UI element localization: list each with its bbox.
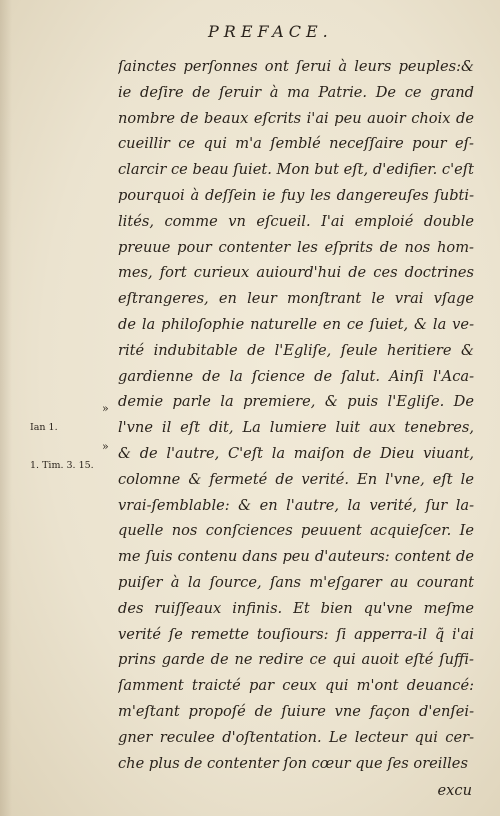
text-line: preuue pour contenter les eſprits de nos hom- [118,238,474,256]
page-edge-shadow [0,0,12,816]
text-line: demie parle la premiere, & puis l'Egliſe. De [118,393,474,411]
text-line: rité indubitable de l'Egliſe, ſeule heritiere & [118,341,474,359]
margin-reference-timothy: 1. Tim. 3. 15. [30,460,94,471]
text-line: cueillir ce qui m'a ſemblé neceſſaire pour eſ- [118,135,474,153]
quotation-mark: » [102,440,109,453]
quotation-mark: » [102,402,109,415]
text-line: m'eſtant propoſé de ſuiure vne façon d'enſei- [118,702,474,720]
text-line: prins garde de ne redire ce qui auoit eſté ſuffi- [118,651,474,669]
text-line: pourquoi à deſſein ie fuy les dangereuſes ſubti- [118,186,474,204]
main-text-block [118,54,474,776]
text-line: des ruiſſeaux infinis. Et bien qu'vne meſme [118,599,474,617]
text-line: & de l'autre, C'eſt la maiſon de Dieu viuant, [118,444,474,462]
text-line: mes, fort curieux auiourd'hui de ces doctrines [118,264,474,282]
running-title: PREFACE. [208,22,333,41]
catchword: excu [437,782,472,799]
text-line: de la philoſophie naturelle en ce ſuiet, & la ve- [118,315,474,333]
text-line: gner reculee d'oſtentation. Le lecteur qui cer- [118,728,474,746]
text-line: puiſer à la ſource, ſans m'eſgarer au courant [118,573,474,591]
text-line: ſainctes perſonnes ont ſerui à leurs peuples:& [118,58,474,75]
margin-reference-john: Ian 1. [30,422,58,433]
text-line: colomne & fermeté de verité. En l'vne, eſt le [118,470,474,488]
text-line: vrai-ſemblable: & en l'autre, la verité, ſur la- [118,496,474,514]
text-line: gardienne de la ſcience de ſalut. Ainſi l'Aca- [118,367,474,385]
text-line: l'vne il eſt dit, La lumiere luit aux tenebres, [118,419,474,437]
text-line: clarcir ce beau ſuiet. Mon but eſt, d'edifier. c'eſt [118,161,474,179]
text-line: che plus de contenter ſon cœur que ſes oreilles [118,754,468,772]
text-line: verité ſe remette touſiours: ſi apperra-il q̃ i'ai [118,625,474,643]
text-line: eſtrangeres, en leur monſtrant le vrai vſage [118,290,474,308]
text-line: ſamment traicté par ceux qui m'ont deuancé: [118,677,474,695]
text-line: nombre de beaux eſcrits i'ai peu auoir choix de [118,109,474,127]
text-line: ie deſire de ſeruir à ma Patrie. De ce grand [118,83,474,101]
text-line: lités, comme vn eſcueil. I'ai emploié double [118,212,474,230]
text-line: quelle nos conſciences peuuent acquieſcer. Ie [118,522,474,540]
text-line: me ſuis contenu dans peu d'auteurs: content de [118,548,474,566]
